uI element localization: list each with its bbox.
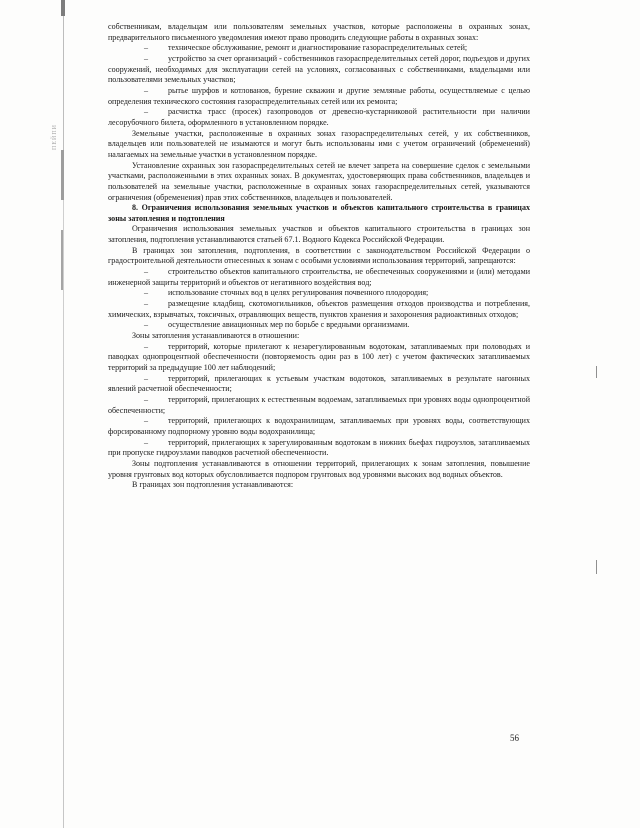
list-item-text: территорий, прилегающих к водохранилищам, затапливаемых при уровнях воды, соответствующих форсированному подпорному уровню воды водохранилища; (108, 416, 530, 436)
page-number: 56 (510, 733, 519, 743)
list-dash: – (144, 437, 149, 447)
list-item-text: территорий, прилегающих к зарегулированным водотокам в нижних бьефах гидроузлов, затапливаемых при пропуске гидроузлами паводков расчетной обеспеченности. (108, 437, 530, 458)
paragraph: Ограничения использования земельных участков и объектов капитального строительства в границах зон затопления, подтопления устанавливаются статьей 67.1. Водного Кодекса Российской Федерации. (108, 224, 530, 245)
list-item (108, 107, 530, 128)
list-dash: – (144, 267, 149, 277)
list-item (108, 395, 530, 416)
list-item (108, 320, 530, 331)
list-dash: – (144, 341, 149, 351)
paragraph: В границах зон затопления, подтопления, в соответствии с законодательством Российской Федерации о градостроительной деятельности отнесенных к зонам с особыми условиями использования территорий, запрещаются: (108, 245, 530, 266)
list-dash: – (144, 373, 149, 383)
list-item (108, 416, 530, 437)
list-item (108, 43, 530, 54)
document-body (108, 22, 530, 491)
list-dash: – (144, 416, 149, 426)
list-item-text: расчистка трасс (просек) газопроводов от древесно-кустарниковой растительности при наличии лесорубочного билета, оформленного в установленном порядке. (108, 107, 530, 127)
list-item-text: устройство за счет организаций - собственников газораспределительных сетей дорог, подъездов и других сооружений, необходимых для эксплуатации сетей на условиях, согласованных с собственниками, владельцами или пользователями земельных участков; (108, 53, 530, 85)
list-item-text: осуществление авиационных мер по борьбе с вредными организмами. (168, 320, 410, 330)
list-item (108, 86, 530, 107)
paragraph: Установление охранных зон газораспределительных сетей не влечет запрета на совершение сделок с земельными участками, расположенными в этих охранных зонах. В документах, удостоверяющих права собственников, владельцев и пользователей на земельные участки, расположенные в охранных зонах газораспределительных сетей, указываются ограничения (обременения) прав этих собственников, владельцев и пользователей. (108, 160, 530, 202)
list-dash: – (144, 53, 149, 63)
binding-mark (61, 150, 64, 200)
list-item-text: территорий, прилегающих к естественным водоемам, затапливаемых при уровнях воды однопроцентной обеспеченности; (108, 394, 530, 415)
list-item-text: размещение кладбищ, скотомогильников, объектов размещения отходов производства и потребления, химических, взрывчатых, токсичных, отравляющих веществ, пунктов хранения и захоронения радиоактивных отходов; (108, 299, 530, 319)
list-item-text: техническое обслуживание, ремонт и диагностирование газораспределительных сетей; (168, 43, 468, 53)
paragraph: Зоны подтопления устанавливаются в отношении территорий, прилегающих к зонам затопления, повышение уровня грунтовых вод которых обусловливается подпором грунтовых вод уровнями высоких вод водных объектов. (108, 458, 530, 479)
list-item (108, 288, 530, 299)
scan-speck (596, 560, 597, 574)
paragraph: В границах зон подтопления устанавливаются: (132, 480, 294, 490)
list-dash: – (144, 85, 149, 95)
list-item (108, 374, 530, 395)
list-item (108, 342, 530, 374)
list-item-text: рытье шурфов и котлованов, бурение скважин и другие земляные работы, осуществляемые с целью определения технического состояния газораспределительных сетей или их ремонта; (108, 85, 530, 106)
paragraph: собственникам, владельцам или пользователям земельных участков, которые расположены в охранных зонах, предварительного письменного уведомления имеют право проводить следующие работы в охранных зонах: (108, 22, 530, 42)
list-item (108, 267, 530, 288)
list-item-text: территорий, которые прилегают к незарегулированным водотокам, затапливаемых при половодьях и паводках однопроцентной обеспеченности (повторяемость один раз в 100 лет) с учетом фактических затапливаемых территорий за предыдущие 100 лет наблюдений; (108, 341, 530, 372)
list-dash: – (144, 320, 149, 330)
scan-speck (596, 366, 597, 378)
section-heading: 8. Ограничения использования земельных участков и объектов капитального строительства в границах зоны затопления и подтопления (108, 203, 530, 223)
list-dash: – (144, 288, 149, 298)
binding-edge-line (63, 0, 64, 828)
list-dash: – (144, 299, 149, 309)
paragraph: Земельные участки, расположенные в охранных зонах газораспределительных сетей, у их собственников, владельцев или пользователей не изымаются и могут быть использованы ими с учетом ограничений (обременений) налагаемых на земельные участки в установленном порядке. (108, 128, 530, 159)
list-dash: – (144, 43, 149, 53)
list-dash: – (144, 394, 149, 404)
side-stamp: ПЕЙПИ (52, 124, 58, 150)
list-item-text: строительство объектов капитального строительства, не обеспеченных сооружениями и (или) методами инженерной защиты территорий и объектов от негативного воздействия вод; (108, 267, 530, 287)
list-item (108, 299, 530, 320)
list-item-text: использование сточных вод в целях регулирования почвенного плодородия; (168, 288, 429, 298)
binding-mark (61, 0, 65, 16)
list-item (108, 54, 530, 86)
list-dash: – (144, 107, 149, 117)
list-item (108, 438, 530, 459)
list-item-text: территорий, прилегающих к устьевым участкам водотоков, затапливаемых в результате нагонных явлений расчетной обеспеченности; (108, 373, 530, 394)
binding-mark (61, 230, 63, 290)
paragraph: Зоны затопления устанавливаются в отношении: (132, 331, 300, 341)
